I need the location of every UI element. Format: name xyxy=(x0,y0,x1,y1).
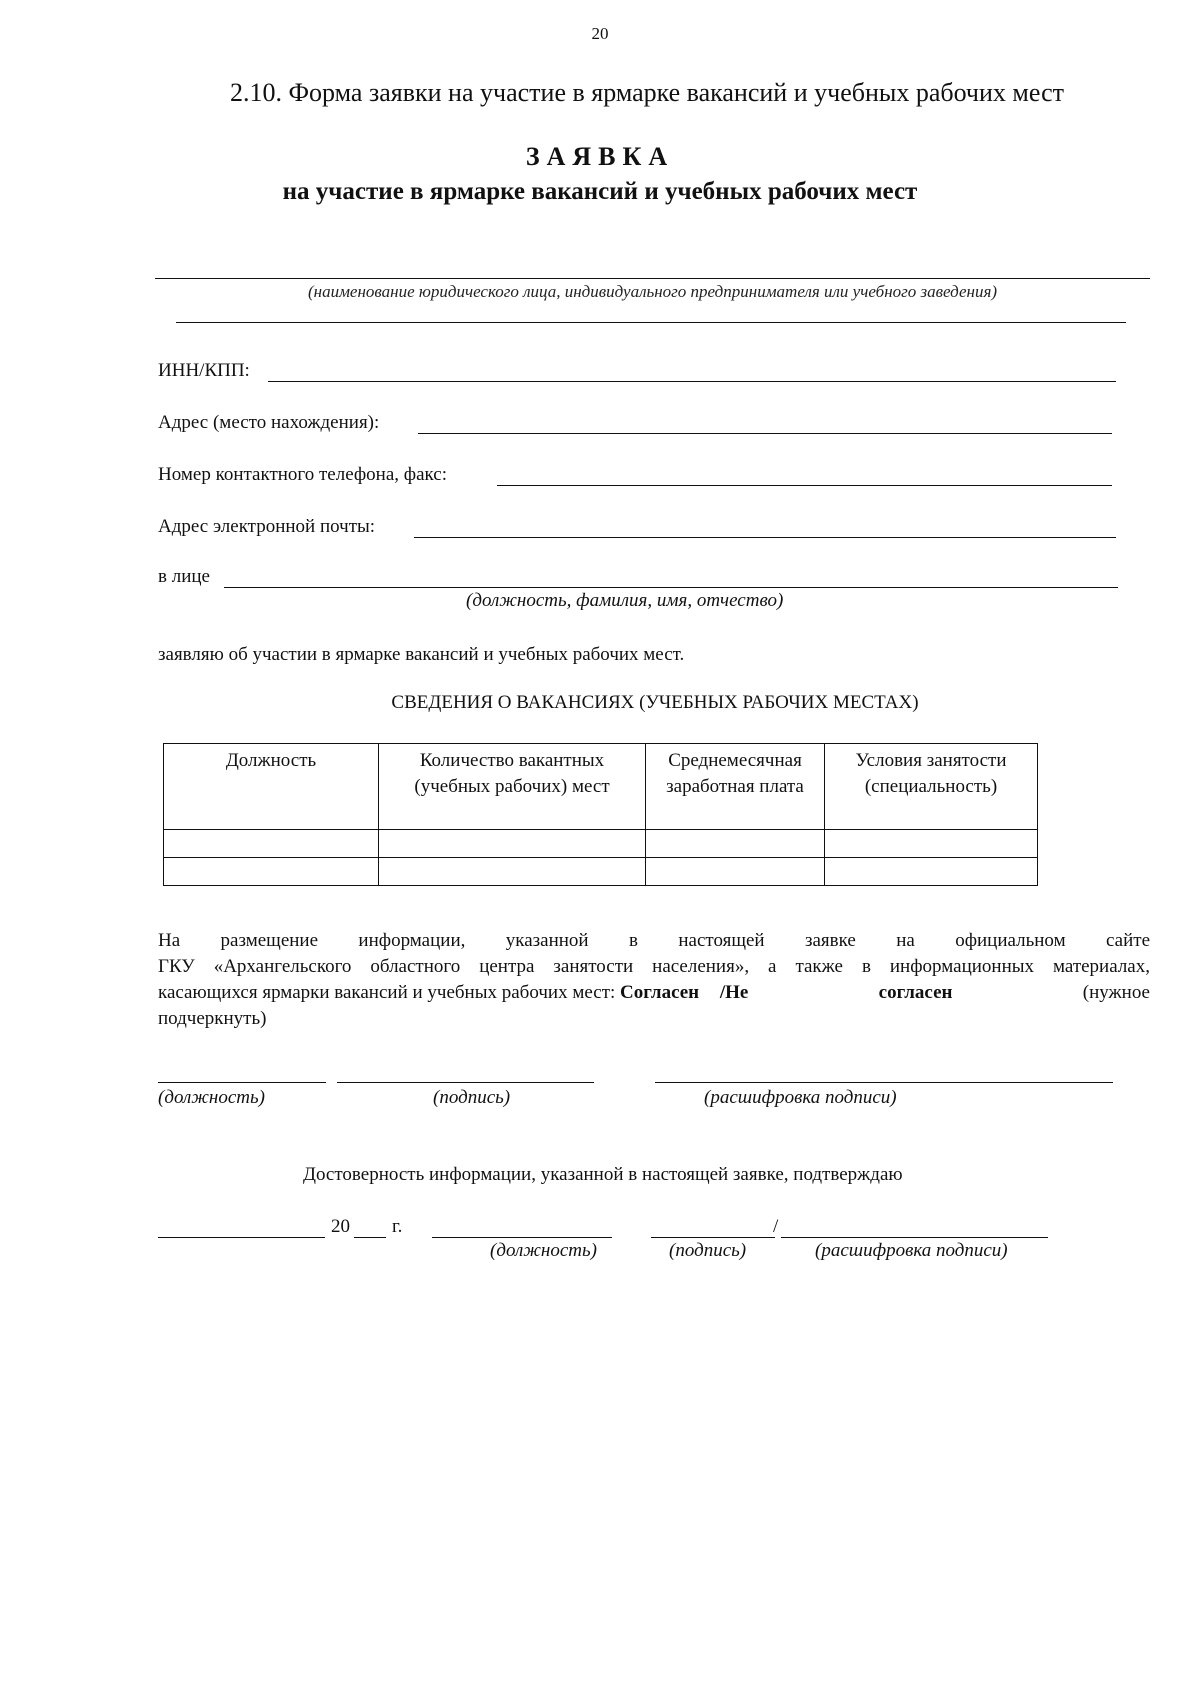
position-line[interactable] xyxy=(158,1082,326,1083)
year-suffix: г. xyxy=(392,1216,403,1237)
signature-line[interactable] xyxy=(337,1082,594,1083)
represented-by-field[interactable] xyxy=(224,587,1118,588)
org-name-line[interactable] xyxy=(155,278,1150,279)
consent-paragraph xyxy=(158,928,1150,1032)
signature-decoding-line[interactable] xyxy=(655,1082,1113,1083)
represented-by-caption: (должность, фамилия, имя, отчество) xyxy=(466,590,784,611)
inn-kpp-label: ИНН/КПП: xyxy=(158,360,250,381)
date-line[interactable] xyxy=(158,1237,325,1238)
table-title: СВЕДЕНИЯ О ВАКАНСИЯХ (УЧЕБНЫХ РАБОЧИХ МЕСТАХ) xyxy=(391,692,919,713)
signature-caption-2: (подпись) xyxy=(669,1240,747,1261)
org-name-caption: (наименование юридического лица, индивидуального предпринимателя или учебного заведения) xyxy=(307,282,998,301)
consent-line-3-start: касающихся ярмарки вакансий и учебных рабочих мест: xyxy=(158,982,616,1003)
email-field[interactable] xyxy=(414,537,1116,538)
address-label: Адрес (место нахождения): xyxy=(158,412,380,433)
table-cell[interactable] xyxy=(646,858,825,886)
consent-line-3 xyxy=(158,980,1150,1006)
table-row xyxy=(164,830,1038,858)
signature-line-2[interactable] xyxy=(651,1237,775,1238)
table-cell[interactable] xyxy=(646,830,825,858)
table-cell[interactable] xyxy=(825,830,1038,858)
phone-field[interactable] xyxy=(497,485,1112,486)
org-name-line-2[interactable] xyxy=(176,322,1126,323)
address-field[interactable] xyxy=(418,433,1112,434)
header-employment-conditions: Условия занятости (специальность) xyxy=(825,744,1038,830)
document-subtitle: на участие в ярмарке вакансий и учебных рабочих мест xyxy=(282,178,918,205)
inn-kpp-field[interactable] xyxy=(268,381,1116,382)
consent-line-4: подчеркнуть) xyxy=(158,1008,267,1029)
table-cell[interactable] xyxy=(379,858,646,886)
signature-decoding-line-2[interactable] xyxy=(781,1237,1048,1238)
vacancies-table xyxy=(163,743,1038,886)
document-title: ЗАЯВКА xyxy=(525,142,675,171)
consent-line-2: ГКУ «Архангельского областного центра занятости населения», а также в информационных материалах, xyxy=(158,956,1150,977)
signature-decoding-caption-2: (расшифровка подписи) xyxy=(815,1240,1008,1261)
table-row xyxy=(164,858,1038,886)
year-prefix: 20 xyxy=(331,1216,350,1237)
signature-caption: (подпись) xyxy=(433,1087,511,1108)
table-cell[interactable] xyxy=(164,830,379,858)
represented-by-label: в лице xyxy=(158,566,210,587)
email-label: Адрес электронной почты: xyxy=(158,516,376,537)
declaration-text: заявляю об участии в ярмарке вакансий и учебных рабочих мест. xyxy=(158,644,685,665)
confirmation-text: Достоверность информации, указанной в настоящей заявке, подтверждаю xyxy=(303,1164,903,1185)
slash-separator: / xyxy=(773,1216,779,1237)
signature-decoding-caption: (расшифровка подписи) xyxy=(704,1087,897,1108)
section-title: 2.10. Форма заявки на участие в ярмарке вакансий и учебных рабочих мест xyxy=(230,78,1064,107)
table-cell[interactable] xyxy=(825,858,1038,886)
consent-line-1: На размещение информации, указанной в настоящей заявке на официальном сайте xyxy=(158,930,1150,951)
position-line-2[interactable] xyxy=(432,1237,612,1238)
table-cell[interactable] xyxy=(164,858,379,886)
position-caption-2: (должность) xyxy=(490,1240,597,1261)
header-position: Должность xyxy=(164,744,379,830)
table-cell[interactable] xyxy=(379,830,646,858)
header-vacancy-count: Количество вакантных (учебных рабочих) мест xyxy=(379,744,646,830)
phone-label: Номер контактного телефона, факс: xyxy=(158,464,447,485)
year-line[interactable] xyxy=(354,1237,386,1238)
page-number: 20 xyxy=(591,24,609,43)
disagree-option-part1[interactable]: /Не xyxy=(719,982,749,1003)
consent-line-3-end: (нужное xyxy=(1082,982,1150,1003)
disagree-option-part2[interactable]: согласен xyxy=(878,982,953,1003)
header-average-salary: Среднемесячная заработная плата xyxy=(646,744,825,830)
table-header-row xyxy=(164,744,1038,830)
agree-option[interactable]: Согласен xyxy=(620,982,700,1003)
position-caption: (должность) xyxy=(158,1087,265,1108)
